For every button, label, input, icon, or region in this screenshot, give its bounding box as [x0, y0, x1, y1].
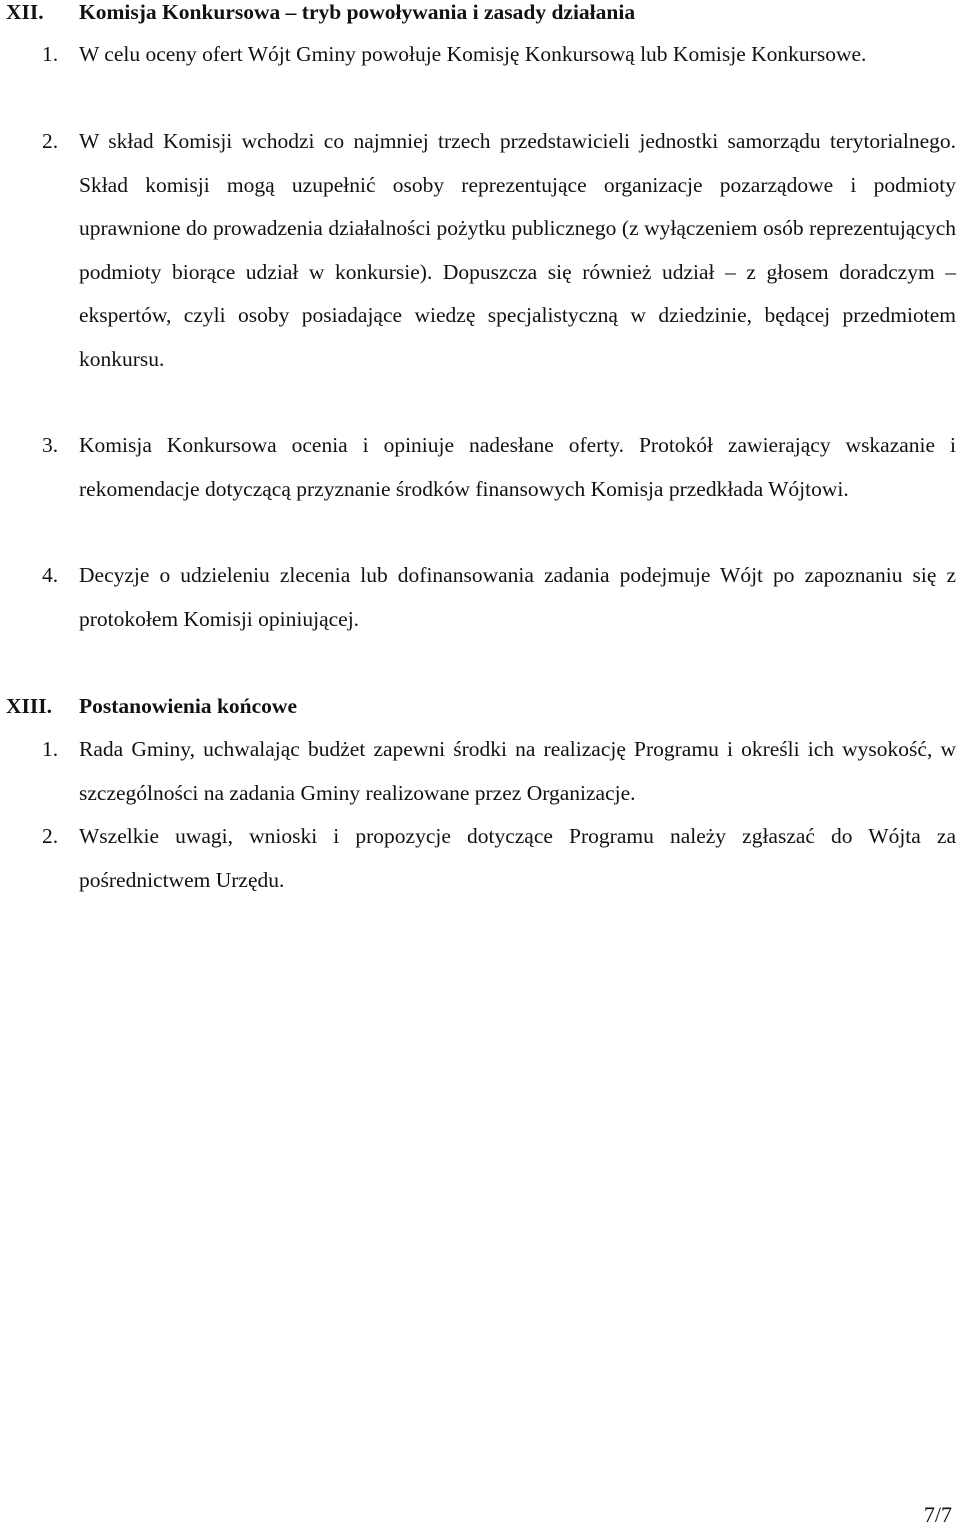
section-title: Postanowienia końcowe: [79, 694, 297, 718]
list-item: [0, 815, 956, 902]
list-item: [0, 554, 956, 641]
item-text: Rada Gminy, uchwalając budżet zapewni środki na realizację Programu i określi ich wysokość, w szczególności na zadania Gminy realizowane przez Organizacje.: [79, 737, 956, 805]
list-item: [0, 728, 956, 815]
list-item: [0, 424, 956, 511]
item-text: Wszelkie uwagi, wnioski i propozycje dotyczące Programu należy zgłaszać do Wójta za pośrednictwem Urzędu.: [79, 824, 956, 892]
section-number: XII.: [6, 0, 44, 24]
item-text: Decyzje o udzieleniu zlecenia lub dofinansowania zadania podejmuje Wójt po zapoznaniu się z protokołem Komisji opiniującej.: [79, 563, 956, 631]
item-number: 4.: [42, 563, 59, 587]
item-number: 3.: [42, 433, 59, 457]
list-item: [0, 120, 956, 381]
item-text: W skład Komisji wchodzi co najmniej trzech przedstawicieli jednostki samorządu terytorialnego. Skład komisji mogą uzupełnić osoby reprezentujące organizacje pozarządowe i podmioty uprawnione do prowadzenia działalności pożytku publicznego (z wyłączeniem osób reprezentujących podmioty biorące udział w konkursie). Dopuszcza się również udział – z głosem doradczym – ekspertów, czyli osoby posiadające wiedzę specjalistyczną w dziedzinie, będącej przedmiotem konkursu.: [79, 129, 956, 371]
item-text: W celu oceny ofert Wójt Gminy powołuje Komisję Konkursową lub Komisje Konkursowe.: [79, 42, 867, 66]
section-number: XIII.: [6, 694, 53, 718]
item-number: 1.: [42, 737, 59, 761]
item-text: Komisja Konkursowa ocenia i opiniuje nadesłane oferty. Protokół zawierający wskazanie i rekomendacje dotyczącą przyznanie środków finansowych Komisja przedkłada Wójtowi.: [79, 433, 956, 501]
list-item: [0, 33, 956, 77]
page-number: 7/7: [923, 1502, 952, 1527]
item-number: 1.: [42, 42, 59, 66]
section-title: Komisja Konkursowa – tryb powoływania i zasady działania: [79, 0, 636, 24]
item-number: 2.: [42, 129, 59, 153]
item-number: 2.: [42, 824, 59, 848]
